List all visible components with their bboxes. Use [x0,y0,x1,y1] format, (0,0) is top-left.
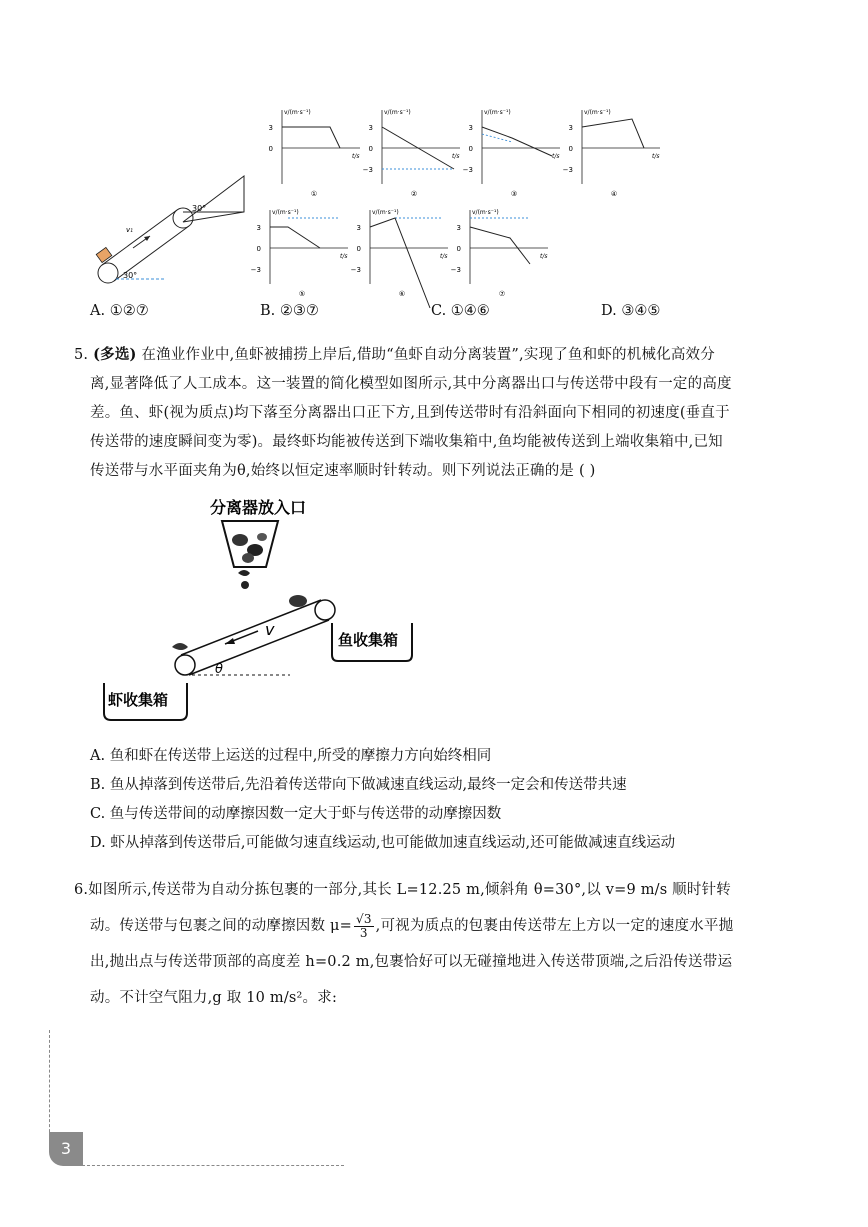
margin-dashed-line [49,1030,50,1142]
angle-top-label: 30° [192,204,207,213]
q6-line-4: 动。不计空气阻力,g 取 10 m/s²。求: [90,990,338,1006]
tick-label: 3 [456,224,461,232]
y-axis-label: v/(m·s⁻¹) [384,109,411,116]
q4-option-b[interactable]: B. ②③⑦ [260,303,319,319]
q5-option-a[interactable]: A. 鱼和虾在传送带上运送的过程中,所受的摩擦力方向始终相同 [90,748,492,764]
graph-number-label: ⑤ [298,290,306,298]
vt-graph-6 [351,209,448,308]
tick-label: 0 [268,145,273,153]
q5-line-2: 离,显著降低了人工成本。这一装置的简化模型如图所示,其中分离器出口与传送带中段有一定的高度 [90,376,732,392]
graph-number-label: ⑦ [498,290,506,298]
tick-label: 3 [268,124,273,132]
tick-label: 3 [468,124,473,132]
vt-graph-1 [269,109,360,198]
x-axis-label: t/s [540,253,548,260]
tick-label: 3 [256,224,261,232]
q5-tag: (多选) [93,346,137,363]
vt-graph-4 [563,109,660,198]
tick-label: 0 [456,245,461,253]
q6-stem [74,872,814,1016]
graph-number-label: ⑥ [398,290,406,298]
q5-options [90,744,810,860]
y-axis-label: v/(m·s⁻¹) [484,109,511,116]
velocity-curve [470,227,530,264]
theta-label: θ [215,662,223,677]
x-axis-label: t/s [440,253,448,260]
graph-number-label: ② [410,190,418,198]
q5-option-d[interactable]: D. 虾从掉落到传送带后,可能做匀速直线运动,也可能做加速直线运动,还可能做减速直线运动 [90,835,676,851]
q4-option-a[interactable]: A. ①②⑦ [90,303,149,319]
q4-options [90,303,790,323]
graph-number-label: ③ [510,190,518,198]
angle-bottom-label: 30° [123,271,138,280]
x-axis-label: t/s [652,153,660,160]
vt-graph-3 [463,109,560,198]
tick-label: 0 [568,145,573,153]
bottom-dashed-line [82,1165,344,1166]
velocity-curve [282,127,340,148]
vt-graph-7 [451,209,548,298]
inlet-label: 分离器放入口 [210,498,307,517]
graph-number-label: ④ [610,190,618,198]
belt-speed-label: v [265,620,275,639]
mu-fraction: $\frac{√3}{3}$ [355,911,372,940]
tick-label: 0 [468,145,473,153]
shrimp-box-label: 虾收集箱 [108,691,169,709]
tick-label: −3 [562,166,573,174]
q6-line-2: 动。传送带与包裹之间的动摩擦因数 μ= $\frac{√3}{3}$ ,可视为质点的包裹由传送带左上方以一定的速度水平抛 [90,911,734,940]
q5-line-4: 传送带的速度瞬间变为零)。最终虾均能被传送到下端收集箱中,鱼均能被传送到上端收集箱中,已知 [90,434,723,450]
q6-line-3: 出,抛出点与传送带顶部的高度差 h=0.2 m,包裹恰好可以无碰撞地进入传送带顶端,之后沿传送带运 [90,954,733,970]
tick-label: −3 [362,166,373,174]
page-number-badge [49,1132,83,1166]
tick-label: 3 [368,124,373,132]
q5-line-5: 传送带与水平面夹角为θ,始终以恒定速率顺时针转动。则下列说法正确的是 ( ) [90,463,596,479]
q5-line-1: 5. (多选) 在渔业作业中,鱼虾被捕捞上岸后,借助“鱼虾自动分离装置”,实现了鱼和虾的机械化高效分 [74,346,715,363]
tick-label: 0 [256,245,261,253]
q6-line-1: 6.如图所示,传送带为自动分拣包裹的一部分,其长 L=12.25 m,倾斜角 θ=30°,以 v=9 m/s 顺时针转 [74,882,731,898]
vt-graph-5 [251,209,348,298]
velocity-curve [270,227,320,248]
tick-label: −3 [450,266,461,274]
q5-option-b[interactable]: B. 鱼从掉落到传送带后,先沿着传送带向下做减速直线运动,最终一定会和传送带共速 [90,777,627,793]
q4-option-d[interactable]: D. ③④⑤ [601,303,661,319]
tick-label: 0 [368,145,373,153]
x-axis-label: t/s [552,153,560,160]
q4-vt-graphs [250,98,660,298]
q4-option-c[interactable]: C. ①④⑥ [431,303,490,319]
tick-label: −3 [350,266,361,274]
x-axis-label: t/s [340,253,348,260]
velocity-label: v₁ [126,226,133,234]
tick-label: 0 [356,245,361,253]
q5-stem [74,340,814,486]
vt-graph-2 [363,109,460,198]
tick-label: −3 [462,166,473,174]
q5-line-3: 差。鱼、虾(视为质点)均下落至分离器出口正下方,且到传送带时有沿斜面向下相同的初速度(垂直于 [90,405,730,421]
x-axis-label: t/s [352,153,360,160]
y-axis-label: v/(m·s⁻¹) [284,109,311,116]
y-axis-label: v/(m·s⁻¹) [584,109,611,116]
velocity-curve [482,127,552,156]
q4-belt-diagram [88,170,253,290]
tick-label: 3 [356,224,361,232]
velocity-curve [582,119,644,148]
y-axis-label: v/(m·s⁻¹) [272,209,299,216]
q5-separator-diagram [100,495,430,730]
graph-number-label: ① [310,190,318,198]
fish-box-label: 鱼收集箱 [338,631,399,649]
y-axis-label: v/(m·s⁻¹) [372,209,399,216]
reference-line [482,134,512,142]
x-axis-label: t/s [452,153,460,160]
q5-option-c[interactable]: C. 鱼与传送带间的动摩擦因数一定大于虾与传送带的动摩擦因数 [90,806,502,822]
y-axis-label: v/(m·s⁻¹) [472,209,499,216]
tick-label: −3 [250,266,261,274]
tick-label: 3 [568,124,573,132]
page-number: 3 [60,1139,72,1158]
